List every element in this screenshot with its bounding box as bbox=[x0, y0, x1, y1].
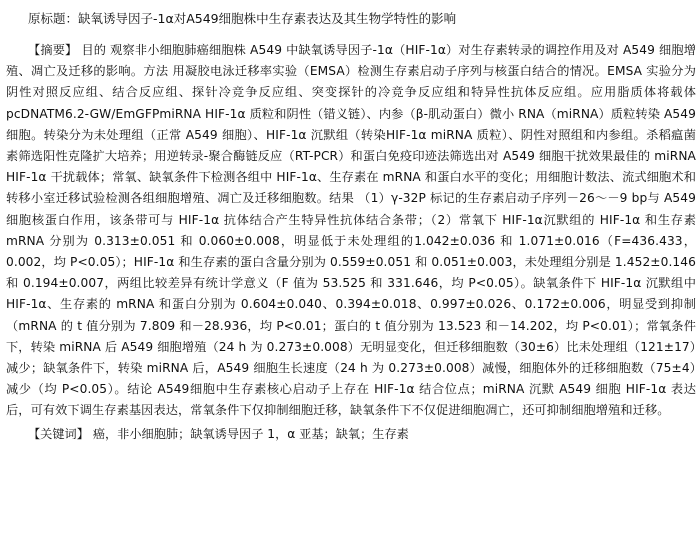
keywords-label: 【关键词】 bbox=[28, 426, 89, 441]
title-label: 原标题： bbox=[28, 11, 79, 26]
abstract-paragraph bbox=[6, 40, 696, 422]
keywords-line bbox=[6, 424, 696, 445]
abstract-text: 目的 观察非小细胞肺癌细胞株 A549 中缺氧诱导因子-1α（HIF-1α）对生存素转录的调控作用及对 A549 细胞增殖、凋亡及迁移的影响。方法 用凝胶电泳迁移率实验（EMSA）检测生存素启动子序列与核蛋白结合的情况。EMSA 实验分为阴性对照反应组、结合反应组、探针冷竞争反应组、突变探针的冷竞争反应组和特异性抗体反应组。应用脂质体将载体 pcDNATM6.2-GW/EmGFPmiRNA HIF-1α 质粒和阴性（错义链）、内参（β-肌动蛋白）微小 RNA（miRNA）质粒转染 A549细胞。转染分为未处理组（正常 A549 细胞）、HIF-1α 沉默组（转染HIF-1α miRNA 质粒）、阴性对照组和内参组。杀稻瘟菌素筛选阳性克隆扩大培养；用逆转录-聚合酶链反应（RT-PCR）和蛋白免疫印迹法筛选出对 A549 细胞干扰效果最佳的 miRNA HIF-1α 干扰载体；常氧、缺氧条件下检测各组中 HIF-1α、生存素在 mRNA 和蛋白水平的变化；用细胞计数法、流式细胞术和转移小室迁移试验检测各组细胞增殖、凋亡及迁移细胞数。结果 （1）γ-32P 标记的生存素启动子序列－26～－9 bp与 A549 细胞核蛋白作用，该条带可与 HIF-1α 抗体结合产生特异性抗体结合条带；（2）常氧下 HIF-1α沉默组的 HIF-1α 和生存素 mRNA 分别为 0.313±0.051 和 0.060±0.008，明显低于未处理组的1.042±0.036 和 1.071±0.016（F=436.433，0.002，均 P<0.05）；HIF-1α 和生存素的蛋白含量分别为 0.559±0.051 和 0.051±0.003，未处理组分别是 1.452±0.146 和 0.194±0.007，两组比较差异有统计学意义（F 值为 53.525 和 331.646，均 P<0.05）。缺氧条件下 HIF-1α 沉默组中 HIF-1α、生存素的 mRNA 和蛋白分别为 0.604±0.040、0.394±0.018、0.997±0.026、0.172±0.006，明显受到抑制（mRNA 的 t 值分别为 7.809 和－28.936，均 P<0.01；蛋白的 t 值分别为 13.523 和－14.202，均 P<0.01）；常氧条件下，转染 miRNA 后 A549 细胞增殖（24 h 为 0.273±0.008）无明显变化，但迁移细胞数（30±6）比未处理组（121±17）减少；缺氧条件下，转染 miRNA 后，A549 细胞生长速度（24 h 为 0.273±0.008）减慢，细胞体外的迁移细胞数（75±4）减少（均 P<0.05）。结论 A549细胞中生存素核心启动子上存在 HIF-1α 结合位点；miRNA 沉默 A549 细胞 HIF-1α 表达后，可有效下调生存素基因表达，常氧条件下仅抑制细胞迁移，缺氧条件下不仅促进细胞凋亡，还可抑制细胞增殖和迁移。 bbox=[6, 43, 696, 418]
original-title bbox=[28, 8, 696, 30]
keyword: ； 缺氧 bbox=[324, 427, 361, 441]
abstract-label: 【摘要】 bbox=[28, 43, 78, 57]
title-text: 缺氧诱导因子-1α对A549细胞株中生存素表达及其生物学特性的影响 bbox=[78, 11, 457, 26]
keyword: ； 生存素 bbox=[360, 427, 409, 441]
keyword: ； 缺氧诱导因子 1，α 亚基 bbox=[178, 427, 323, 441]
keyword: 癌，非小细胞肺 bbox=[92, 426, 179, 441]
